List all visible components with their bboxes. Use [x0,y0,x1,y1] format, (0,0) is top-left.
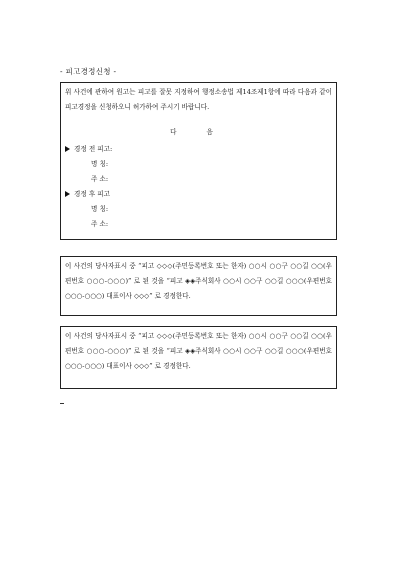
before-defendant-row [65,142,332,157]
after-address-label: 주 소: [91,220,109,228]
before-address-row [65,172,332,187]
triangle-bullet-icon [65,146,70,152]
section-heading: 다 음 [170,128,227,136]
before-name-label: 명 칭: [91,160,109,168]
correction-text-1: 이 사건의 당사자표시 중 “피고 ◇◇◇(주민등록번호 또는 한자) ○○시 ○○구 ○○길 ○○(우편번호 ○○○-○○○)” 로 된 것을 “피고 ◈◈주식회사 ○○시 ○○구 ○○길 ○○○(우편번호 ○○○-○○○) 대표이사 ◇◇◇” 로 경정한다. [65,262,332,300]
before-address-label: 주 소: [91,175,109,183]
correction-text-2: 이 사건의 당사자표시 중 “피고 ◇◇◇(주민등록번호 또는 한자) ○○시 ○○구 ○○길 ○○(우편번호 ○○○-○○○)” 로 된 것을 “피고 ◈◈주식회사 ○○시 ○○구 ○○길 ○○○(우편번호 ○○○-○○○) 대표이사 ◇◇◇” 로 경정한다. [65,332,332,370]
correction-box-2 [60,326,337,389]
application-box [60,82,337,240]
before-name-row [65,157,332,172]
before-defendant-label: 경정 전 피고: [74,145,113,153]
after-defendant-label: 경정 후 피고 [74,190,111,198]
after-name-label: 명 칭: [91,205,109,213]
after-name-row [65,202,332,217]
triangle-bullet-icon [65,191,70,197]
application-paragraph: 위 사건에 관하여 원고는 피고를 잘못 지정하여 행정소송법 제14조제1항에 따라 다음과 같이 피고경정을 신청하오니 허가하여 주시기 바랍니다. [65,88,332,111]
document-title: - 피고경정신청 - [60,67,117,76]
correction-box-1 [60,256,337,316]
footer-dash-mark [60,403,64,404]
after-address-row [65,217,332,232]
after-defendant-row [65,187,332,202]
